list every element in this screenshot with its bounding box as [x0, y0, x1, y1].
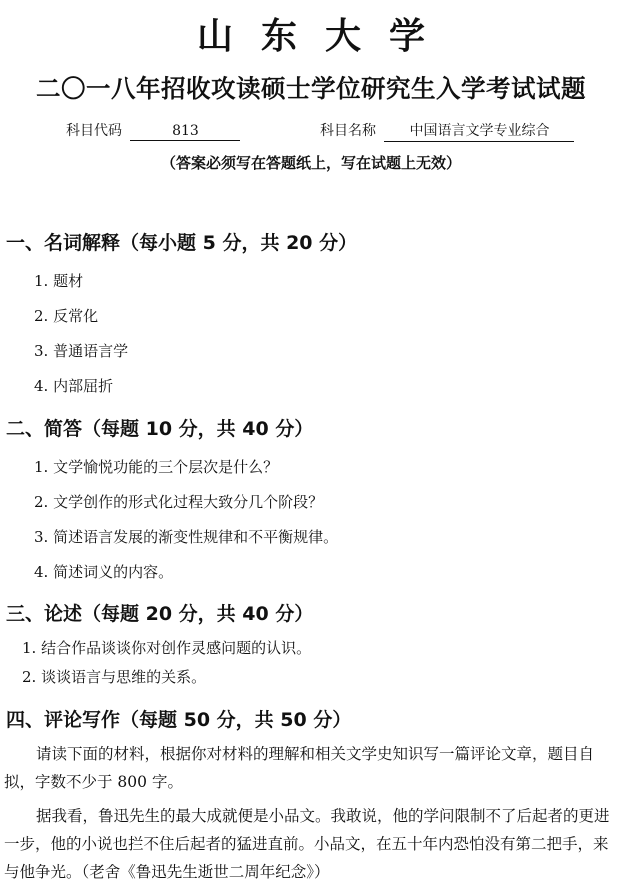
subject-name-field	[320, 120, 574, 142]
section-1-item: 2. 反常化	[34, 307, 99, 325]
subject-code-field	[66, 120, 240, 141]
section-2-item: 4. 简述词义的内容。	[34, 563, 174, 581]
answer-notice: （答案必须写在答题纸上，写在试题上无效）	[160, 154, 461, 172]
section-2-item: 3. 简述语言发展的渐变性规律和不平衡规律。	[34, 528, 339, 546]
essay-instructions-text: 请读下面的材料，根据你对材料的理解和相关文学史知识写一篇评论文章，题目自拟，字数不少于 800 字。	[4, 745, 595, 791]
section-2-item: 1. 文学愉悦功能的三个层次是什么？	[34, 458, 279, 476]
essay-instructions	[4, 740, 616, 796]
section-1-item: 1. 题材	[34, 272, 84, 290]
section-2-heading: 二、简答（每题 10 分，共 40 分）	[6, 418, 314, 440]
subject-code-label: 科目代码	[66, 123, 122, 139]
essay-material	[4, 802, 616, 886]
section-3-item: 1. 结合作品谈谈你对创作灵感问题的认识。	[22, 639, 312, 657]
section-3-item: 2. 谈谈语言与思维的关系。	[22, 668, 207, 686]
university-title: 山东大学	[196, 16, 453, 57]
subject-code-value: 813	[130, 123, 240, 141]
essay-material-text: 据我看，鲁迅先生的最大成就便是小品文。我敢说，他的学问限制不了后起者的更进一步，他的小说也拦不住后起者的猛进直前。小品文，在五十年内恐怕没有第二把手，来与他争光。（老舍《鲁迅先生逝世二周年纪念》）	[4, 807, 610, 881]
exam-title: 二〇一八年招收攻读硕士学位研究生入学考试试题	[36, 74, 586, 103]
section-2-item: 2. 文学创作的形式化过程大致分几个阶段？	[34, 493, 324, 511]
subject-name-value: 中国语言文学专业综合	[384, 120, 574, 142]
section-1-item: 3. 普通语言学	[34, 342, 129, 360]
section-3-heading: 三、论述（每题 20 分，共 40 分）	[6, 603, 314, 625]
subject-name-label: 科目名称	[320, 123, 376, 139]
section-1-item: 4. 内部屈折	[34, 377, 114, 395]
section-1-heading: 一、名词解释（每小题 5 分，共 20 分）	[6, 232, 358, 254]
section-4-heading: 四、评论写作（每题 50 分，共 50 分）	[6, 709, 352, 731]
